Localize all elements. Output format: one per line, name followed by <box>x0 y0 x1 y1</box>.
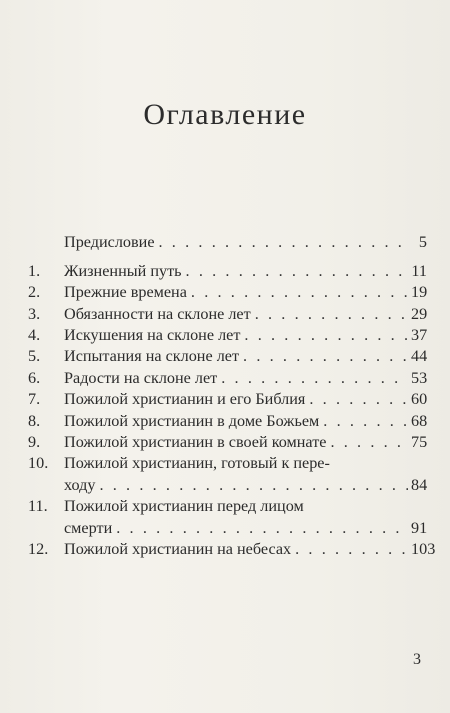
toc-page-number: 19 <box>411 283 428 302</box>
toc-entry-body <box>64 389 427 410</box>
dot-leader <box>159 232 408 253</box>
toc-number: 6. <box>28 368 41 387</box>
toc-number: 2. <box>28 283 41 302</box>
dot-leader <box>295 539 408 560</box>
toc-entry-11 <box>28 496 427 539</box>
toc-page-number: 29 <box>411 304 428 323</box>
page-title: Оглавление <box>143 98 307 131</box>
toc-title-line-2: ходу <box>64 475 96 494</box>
toc-title: Искушения на склоне лет <box>64 325 241 344</box>
toc-entry-body <box>64 539 436 560</box>
toc-title: Пожилой христианин в своей комнате <box>64 432 327 451</box>
toc-title-line-1: Пожилой христианин перед лицом <box>64 497 304 516</box>
dot-leader <box>255 304 408 325</box>
dot-leader <box>221 368 408 389</box>
toc-entry-body <box>64 282 427 303</box>
toc-page-number: 53 <box>411 368 428 387</box>
toc-entry-2 <box>28 282 427 303</box>
toc-entry-3 <box>28 304 427 325</box>
dot-leader <box>323 411 408 432</box>
toc-entry-preface <box>28 232 427 253</box>
toc-title-line-1: Пожилой христианин, готовый к пере- <box>64 454 330 473</box>
toc-number: 1. <box>28 261 41 280</box>
toc-number: 10. <box>28 454 49 473</box>
toc-entry-body <box>64 368 427 389</box>
toc-title-line-2: смерти <box>64 518 113 537</box>
table-of-contents <box>28 232 436 560</box>
toc-title: Пожилой христианин и его Библия <box>64 390 306 409</box>
toc-entry-body <box>64 432 427 453</box>
toc-entry-body <box>64 325 427 346</box>
toc-entry-4 <box>28 325 427 346</box>
toc-page-number: 5 <box>418 233 427 251</box>
page-number: 3 <box>413 651 421 668</box>
toc-number: 12. <box>28 539 49 558</box>
toc-number: 9. <box>28 432 41 451</box>
toc-entry-6 <box>28 368 427 389</box>
toc-page-number: 37 <box>411 325 428 344</box>
toc-entry-body <box>64 453 427 496</box>
toc-entry-body <box>64 496 427 539</box>
dot-leader <box>243 346 408 367</box>
toc-page-number: 44 <box>411 347 428 366</box>
toc-title: Испытания на склоне лет <box>64 347 240 366</box>
toc-entry-body <box>64 304 427 325</box>
toc-entry-8 <box>28 411 427 432</box>
toc-page-number: 68 <box>411 411 428 430</box>
toc-entry-7 <box>28 389 427 410</box>
toc-page-number: 11 <box>411 261 427 280</box>
dot-leader <box>330 432 408 453</box>
dot-leader <box>244 325 408 346</box>
toc-page-number: 103 <box>411 539 436 558</box>
toc-entry-body <box>64 346 427 367</box>
toc-number: 8. <box>28 411 41 430</box>
toc-entry-12 <box>28 539 436 560</box>
toc-title: Прежние времена <box>64 283 187 302</box>
toc-title: Обязанности на склоне лет <box>64 304 251 323</box>
toc-page-number: 91 <box>411 518 428 537</box>
toc-title: Радости на склоне лет <box>64 368 218 387</box>
toc-entry-body <box>64 411 427 432</box>
dot-leader <box>116 518 408 539</box>
toc-entry-1 <box>28 261 427 282</box>
toc-title: Жизненный путь <box>64 261 182 280</box>
toc-title: Предисловие <box>64 233 155 251</box>
toc-entry-body <box>64 261 427 282</box>
toc-entry-10 <box>28 453 427 496</box>
toc-title-line-2-row <box>64 518 427 539</box>
toc-number: 5. <box>28 347 41 366</box>
toc-number: 7. <box>28 390 41 409</box>
toc-number: 11. <box>28 497 48 516</box>
toc-title: Пожилой христианин в доме Божьем <box>64 411 320 430</box>
toc-page-number: 60 <box>411 390 428 409</box>
toc-page-number: 75 <box>411 432 428 451</box>
toc-page-number: 84 <box>411 475 428 494</box>
toc-title-line-2-row <box>64 475 427 496</box>
toc-title: Пожилой христианин на небесах <box>64 539 292 558</box>
toc-entry-body <box>64 232 427 253</box>
dot-leader <box>191 282 408 303</box>
dot-leader <box>186 261 408 282</box>
toc-entry-5 <box>28 346 427 367</box>
dot-leader <box>309 389 408 410</box>
toc-number: 3. <box>28 304 41 323</box>
dot-leader <box>99 475 408 496</box>
toc-number: 4. <box>28 325 41 344</box>
toc-entry-9 <box>28 432 427 453</box>
